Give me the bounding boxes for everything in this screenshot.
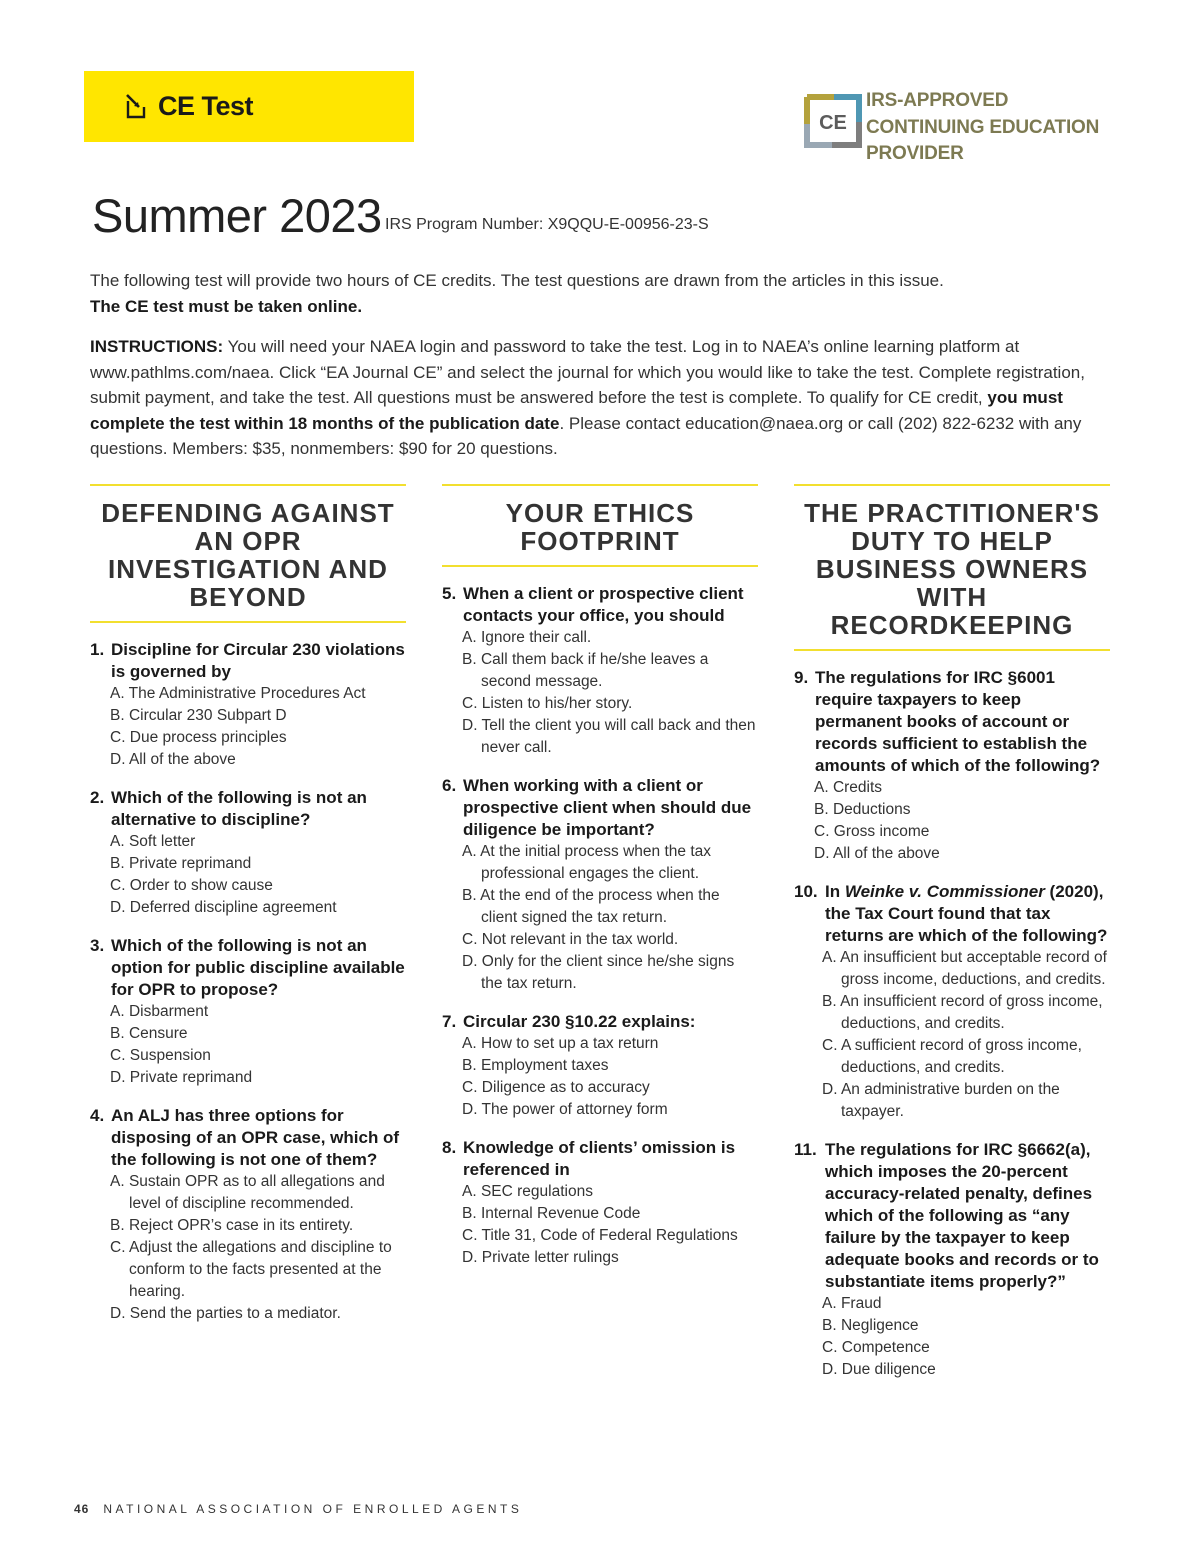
intro-paragraph (90, 268, 1120, 320)
section-heading: THE PRACTITIONER'S DUTY TO HELP BUSINESS OWNERS WITH RECORDKEEPING (794, 484, 1110, 651)
answer-option: C. Diligence as to accuracy (462, 1079, 650, 1096)
answer-option: D. Deferred discipline agreement (110, 899, 337, 916)
answer-option: C. Not relevant in the tax world. (462, 931, 679, 948)
intro-text: The following test will provide two hours of CE credits. The test questions are drawn from the articles in this issue. (90, 271, 944, 290)
question (90, 1105, 406, 1325)
answer-option: B. At the end of the process when the client signed the tax return. (462, 887, 720, 926)
question-list (442, 583, 758, 1269)
answer-option: C. Title 31, Code of Federal Regulations (462, 1227, 738, 1244)
question-stem (90, 1105, 406, 1171)
answer-options (794, 947, 1110, 1123)
answer-option: A. The Administrative Procedures Act (110, 685, 366, 702)
question-number: 10. (794, 882, 818, 901)
answer-option: B. Negligence (822, 1317, 919, 1334)
answer-option: A. SEC regulations (462, 1183, 593, 1200)
question-list (794, 667, 1110, 1381)
question (794, 1139, 1110, 1381)
question-text: When a client or prospective client contacts your office, you should (463, 584, 744, 625)
instructions-contact: . Please contact education@naea.org or call (202) 822-6232 with any questions. Members: $35, nonmembers: $90 for 20 questions. (90, 413, 1082, 458)
question-stem (90, 935, 406, 1001)
provider-line: IRS-APPROVED (866, 90, 1009, 111)
question (794, 881, 1110, 1123)
answer-option: A. Soft letter (110, 833, 196, 850)
question-text: Which of the following is not an option for public discipline available for OPR to propose? (111, 936, 405, 999)
question-stem (794, 881, 1110, 947)
provider-line: PROVIDER (866, 143, 964, 164)
question-stem (90, 639, 406, 683)
footer-org: NATIONAL ASSOCIATION OF ENROLLED AGENTS (103, 1502, 523, 1516)
question-number: 2. (90, 788, 105, 807)
question-stem (794, 667, 1110, 777)
answer-option: D. Private letter rulings (462, 1249, 619, 1266)
answer-option: A. Sustain OPR as to all allegations and level of discipline recommended. (110, 1173, 385, 1212)
section-heading: DEFENDING AGAINST AN OPR INVESTIGATION AND BEYOND (90, 484, 406, 623)
answer-option: B. An insufficient record of gross income, deductions, and credits. (822, 993, 1103, 1032)
answer-option: C. Due process principles (110, 729, 287, 746)
question-text (825, 881, 1110, 947)
answer-options (90, 831, 406, 919)
question-stem (90, 787, 406, 831)
answer-option: B. Deductions (814, 801, 911, 818)
answer-options (442, 627, 758, 759)
question (442, 583, 758, 759)
answer-option: B. Reject OPR’s case in its entirety. (110, 1217, 354, 1234)
answer-option: B. Circular 230 Subpart D (110, 707, 287, 724)
answer-option: C. Adjust the allegations and discipline to conform to the facts presented at the hearing. (110, 1239, 392, 1300)
question-number: 7. (442, 1012, 457, 1031)
answer-option: A. Credits (814, 779, 883, 796)
answer-option: D. All of the above (814, 845, 940, 862)
answer-option: C. Order to show cause (110, 877, 273, 894)
question-text-part: (2020), the Tax Court found that tax returns are which of the following? (825, 882, 1108, 945)
answer-option: B. Employment taxes (462, 1057, 609, 1074)
ce-test-banner (84, 71, 414, 142)
answer-option: A. An insufficient but acceptable record of gross income, deductions, and credits. (822, 949, 1107, 988)
answer-options (442, 1181, 758, 1269)
answer-option: D. Send the parties to a mediator. (110, 1305, 341, 1322)
question-stem (442, 583, 758, 627)
answer-option: D. Tell the client you will call back and then never call. (462, 717, 756, 756)
question-text: The regulations for IRC §6662(a), which imposes the 20-percent accuracy-related penalty, defines which of the following as “any failure by the taxpayer to keep adequate books and records or to substantiate items properly?” (825, 1140, 1099, 1291)
question (794, 667, 1110, 865)
question (442, 1011, 758, 1121)
answer-option: A. How to set up a tax return (462, 1035, 659, 1052)
question-text: Knowledge of clients’ omission is referenced in (463, 1138, 736, 1179)
question-stem (442, 1137, 758, 1181)
answer-option: B. Censure (110, 1025, 188, 1042)
answer-options (794, 777, 1110, 865)
pencil-square-icon (122, 92, 152, 122)
question-stem (442, 1011, 758, 1033)
answer-option: D. Due diligence (822, 1361, 936, 1378)
question-text: Circular 230 §10.22 explains: (463, 1012, 696, 1031)
question (90, 639, 406, 771)
question (442, 775, 758, 995)
question (442, 1137, 758, 1269)
question-text: Discipline for Circular 230 violations is governed by (111, 640, 405, 681)
ce-logo-icon (804, 94, 862, 148)
answer-option: D. All of the above (110, 751, 236, 768)
answer-option: A. Ignore their call. (462, 629, 592, 646)
answer-option: A. At the initial process when the tax professional engages the client. (462, 843, 711, 882)
answer-option: A. Disbarment (110, 1003, 209, 1020)
provider-line: CONTINUING EDUCATION (866, 116, 1100, 138)
question-text-part: Weinke v. Commissioner (844, 882, 1045, 901)
answer-options (90, 1171, 406, 1325)
answer-options (90, 683, 406, 771)
question-number: 9. (794, 668, 809, 687)
instructions-paragraph (90, 334, 1115, 462)
section-column (794, 484, 1110, 1381)
intro-bold: The CE test must be taken online. (90, 297, 363, 316)
section-heading: YOUR ETHICS FOOTPRINT (442, 484, 758, 567)
answer-option: B. Call them back if he/she leaves a second message. (462, 651, 709, 690)
answer-option: C. A sufficient record of gross income, deductions, and credits. (822, 1037, 1082, 1076)
answer-option: D. Only for the client since he/she signs the tax return. (462, 953, 735, 992)
answer-options (794, 1293, 1110, 1381)
page-number: 46 (74, 1502, 90, 1516)
question-stem (442, 775, 758, 841)
question-number: 11. (794, 1140, 817, 1159)
question-number: 3. (90, 936, 105, 955)
answer-option: C. Listen to his/her story. (462, 695, 633, 712)
answer-options (442, 841, 758, 995)
question (90, 787, 406, 919)
question-number: 5. (442, 584, 457, 603)
answer-options (442, 1033, 758, 1121)
ce-test-label: CE Test (158, 91, 254, 121)
ce-logo-text: CE (819, 112, 847, 134)
answer-option: C. Gross income (814, 823, 930, 840)
answer-option: B. Private reprimand (110, 855, 252, 872)
question-number: 8. (442, 1138, 457, 1157)
answer-option: A. Fraud (822, 1295, 882, 1312)
answer-option: D. The power of attorney form (462, 1101, 668, 1118)
question-number: 1. (90, 640, 105, 659)
section-column (442, 484, 758, 1269)
program-number: IRS Program Number: X9QQU-E-00956-23-S (385, 216, 709, 233)
question-text-part: In (825, 882, 845, 901)
question-number: 4. (90, 1106, 105, 1125)
answer-option: D. Private reprimand (110, 1069, 253, 1086)
answer-options (90, 1001, 406, 1089)
question-number: 6. (442, 776, 457, 795)
question-text: Which of the following is not an alternative to discipline? (111, 788, 367, 829)
page-footer (74, 1502, 522, 1516)
instructions-label: INSTRUCTIONS: (90, 337, 224, 356)
question-text: An ALJ has three options for disposing of an OPR case, which of the following is not one of them? (111, 1106, 400, 1169)
page-title: Summer 2023 (92, 189, 382, 242)
question (90, 935, 406, 1089)
irs-provider-badge (804, 88, 1124, 164)
question-list (90, 639, 406, 1325)
provider-text (866, 88, 1099, 168)
answer-option: D. An administrative burden on the taxpayer. (822, 1081, 1060, 1120)
section-column (90, 484, 406, 1325)
instructions-deadline: you must complete the test within 18 months of the publication date (90, 388, 1063, 433)
answer-option: C. Competence (822, 1339, 930, 1356)
answer-option: C. Suspension (110, 1047, 211, 1064)
question-text: When working with a client or prospective client when should due diligence be important? (463, 776, 752, 839)
instructions-text: You will need your NAEA login and password to take the test. Log in to NAEA’s online learning platform at www.pathlms.com/naea. Click “EA Journal CE” and select the journal for which you would like to take the test. Complete registration, submit payment, and take the test. All questions must be answered before the test is complete. To qualify for CE credit, (90, 337, 1085, 407)
answer-option: B. Internal Revenue Code (462, 1205, 641, 1222)
question-text: The regulations for IRC §6001 require taxpayers to keep permanent books of account or records sufficient to establish the amounts of which of the following? (815, 668, 1101, 775)
question-stem (794, 1139, 1110, 1293)
